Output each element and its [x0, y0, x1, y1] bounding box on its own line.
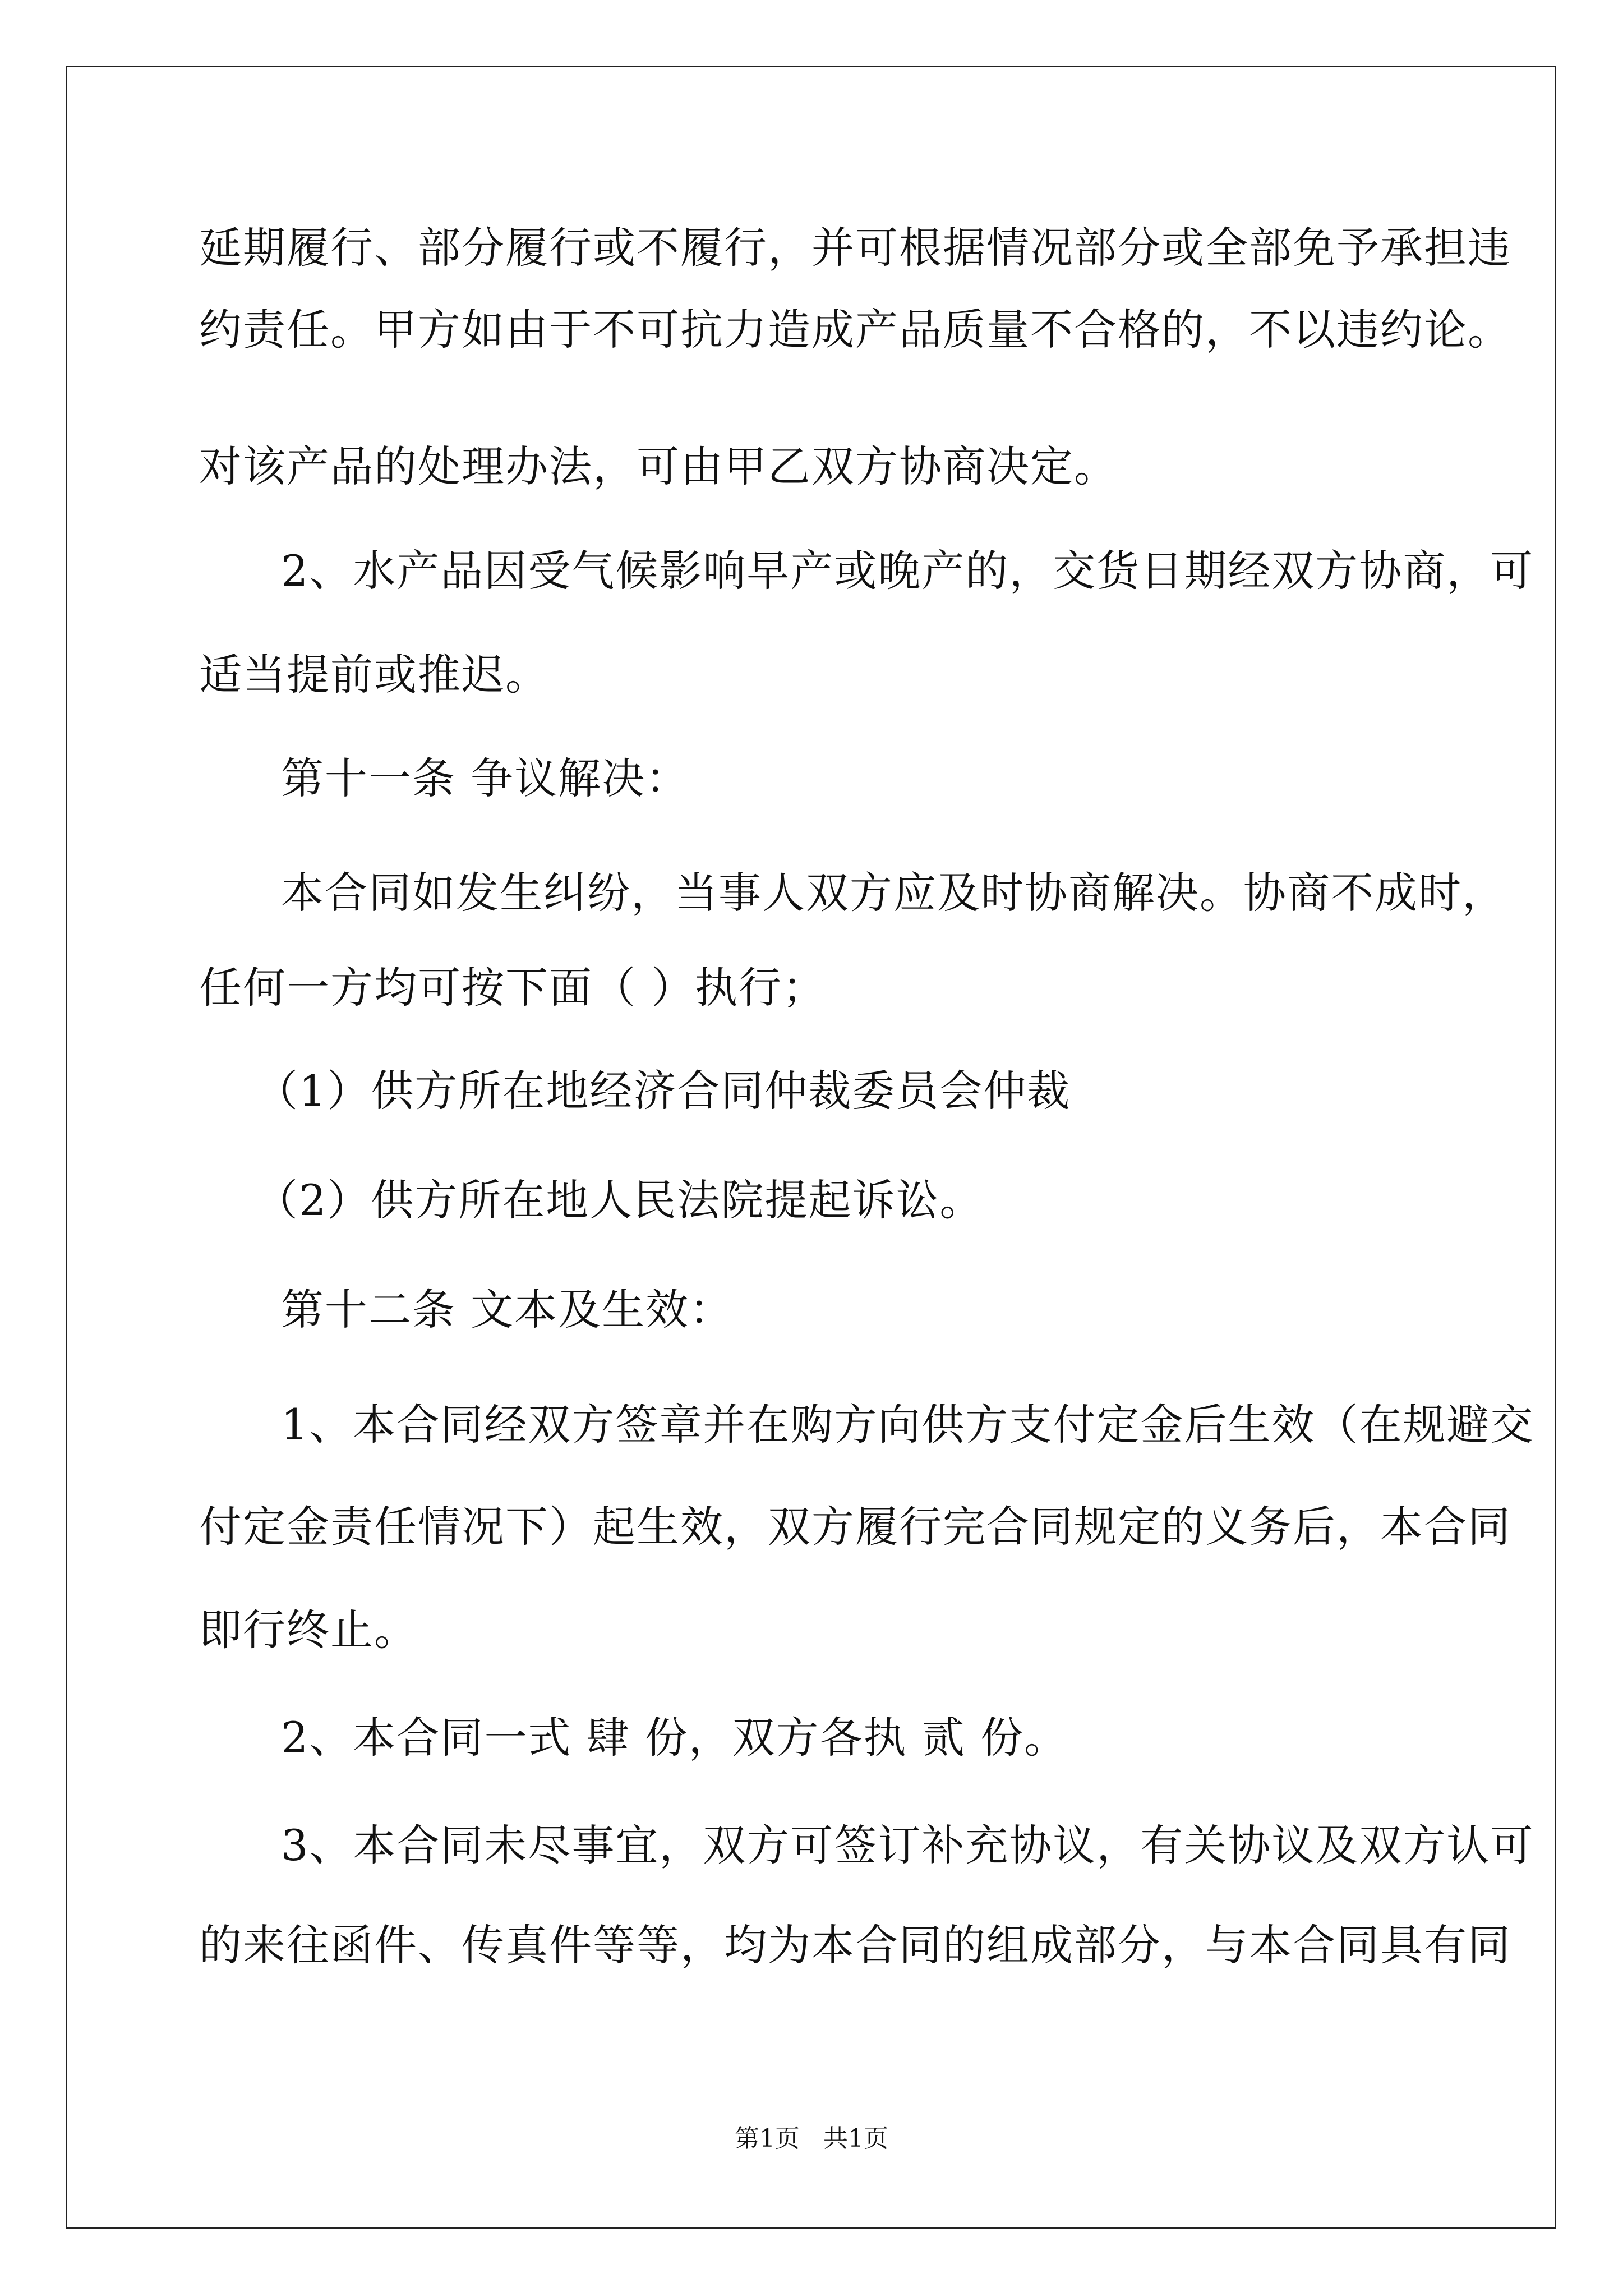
- text-line: 3、本合同未尽事宜，双方可签订补充协议，有关协议及双方认可: [281, 1820, 1534, 1870]
- section-heading: 第十二条 文本及生效：: [281, 1285, 734, 1335]
- text-line: 即行终止。: [199, 1605, 418, 1655]
- page-border: [66, 66, 1556, 2229]
- page-number: 第1页 共1页: [735, 2124, 888, 2153]
- text-line: 2、本合同一式 肆 份，双方各执 贰 份。: [281, 1713, 1068, 1763]
- text-line: 1、本合同经双方签章并在购方向供方支付定金后生效（在规避交: [281, 1400, 1534, 1450]
- text-line: 付定金责任情况下）起生效，双方履行完合同规定的义务后，本合同: [199, 1502, 1511, 1552]
- section-heading: 第十一条 争议解决：: [281, 753, 690, 803]
- text-line: 对该产品的处理办法，可由甲乙双方协商决定。: [199, 441, 1118, 491]
- text-line: 本合同如发生纠纷，当事人双方应及时协商解决。协商不成时，: [281, 868, 1506, 918]
- text-line: 的来往函件、传真件等等，均为本合同的组成部分，与本合同具有同: [199, 1920, 1511, 1970]
- text-line: 任何一方均可按下面（ ）执行；: [199, 963, 827, 1013]
- list-item: （1）供方所在地经济合同仲裁委员会仲裁: [255, 1066, 1071, 1116]
- text-line: 适当提前或推迟。: [199, 650, 549, 700]
- text-line: 约责任。甲方如由于不可抗力造成产品质量不合格的，不以违约论。: [199, 305, 1511, 355]
- list-item: （2）供方所在地人民法院提起诉讼。: [255, 1175, 984, 1225]
- text-line: 2、水产品因受气候影响早产或晚产的，交货日期经双方协商，可: [281, 546, 1534, 596]
- text-line: 延期履行、部分履行或不履行，并可根据情况部分或全部免予承担违: [199, 223, 1511, 273]
